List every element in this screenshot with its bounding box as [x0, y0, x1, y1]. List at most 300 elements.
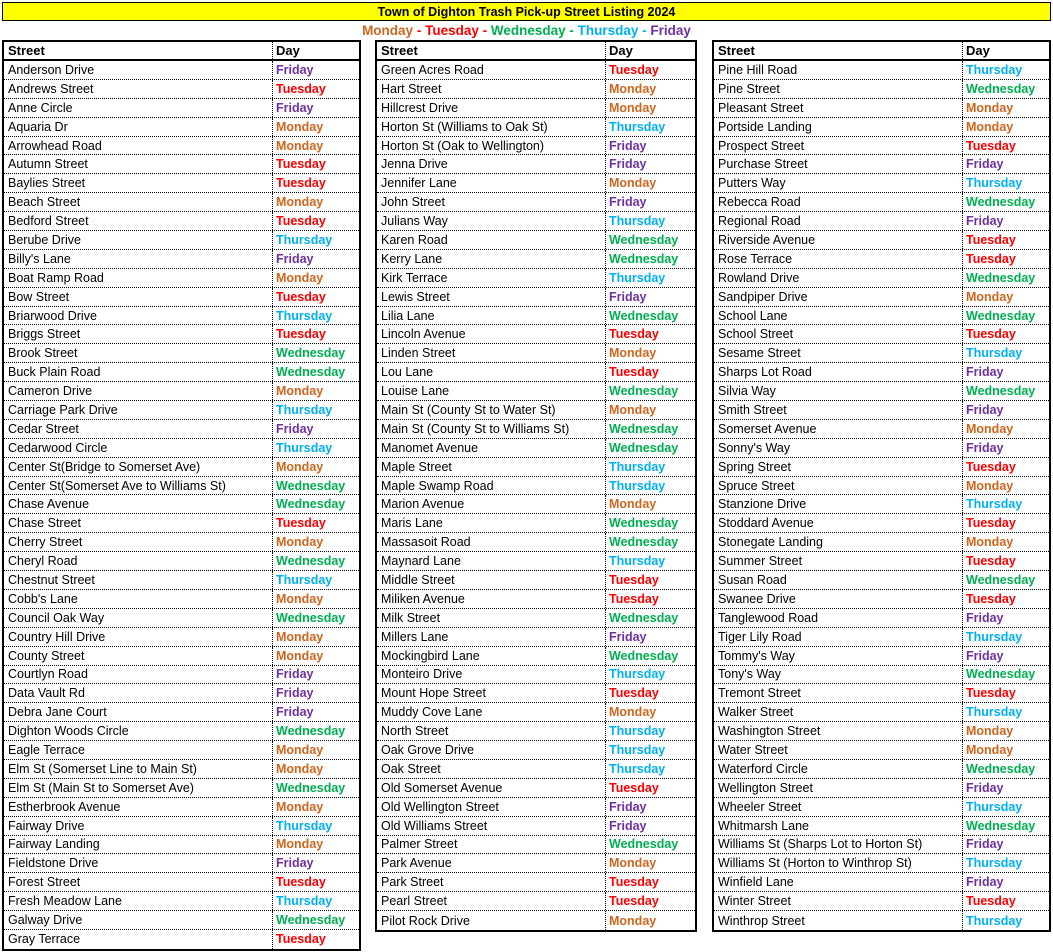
pickup-day: Tuesday	[962, 325, 1049, 343]
street-name: Sesame Street	[718, 346, 801, 361]
table-row	[714, 495, 1049, 514]
table-row	[714, 703, 1049, 722]
pickup-day: Friday	[962, 401, 1049, 419]
street-name: Purchase Street	[718, 157, 808, 172]
street-name: Tremont Street	[718, 686, 801, 701]
street-name: Fresh Meadow Lane	[8, 894, 122, 909]
pickup-day: Wednesday	[272, 779, 359, 797]
table-row	[377, 458, 695, 477]
table-row	[377, 552, 695, 571]
street-name: Mount Hope Street	[381, 686, 486, 701]
pickup-day: Thursday	[962, 628, 1049, 646]
table-row	[4, 174, 359, 193]
table-row	[377, 836, 695, 855]
pickup-day: Friday	[962, 836, 1049, 854]
table-row	[714, 439, 1049, 458]
street-name: Manomet Avenue	[381, 440, 479, 455]
table-row	[4, 779, 359, 798]
street-name: Horton St (Williams to Oak St)	[381, 119, 548, 134]
pickup-day: Friday	[962, 873, 1049, 891]
street-name: Swanee Drive	[718, 591, 796, 606]
table-row	[4, 798, 359, 817]
table-row	[377, 174, 695, 193]
table-row	[377, 873, 695, 892]
street-name: Winter Street	[718, 894, 791, 909]
street-name: Mockingbird Lane	[381, 648, 480, 663]
table-row	[377, 590, 695, 609]
pickup-day: Wednesday	[605, 836, 695, 854]
table-row	[714, 137, 1049, 156]
legend-segment: Tuesday	[425, 23, 479, 38]
table-row	[377, 514, 695, 533]
table-row	[377, 666, 695, 685]
table-row	[4, 873, 359, 892]
street-name: Lou Lane	[381, 365, 434, 380]
street-name: Rowland Drive	[718, 270, 800, 285]
table-row	[4, 514, 359, 533]
table-row	[4, 666, 359, 685]
pickup-day: Wednesday	[962, 269, 1049, 287]
pickup-day: Wednesday	[605, 533, 695, 551]
table-row	[4, 760, 359, 779]
pickup-day: Wednesday	[272, 911, 359, 929]
table-row	[4, 439, 359, 458]
table-row	[4, 401, 359, 420]
street-column-header: Street	[718, 43, 755, 58]
street-name: Cobb's Lane	[8, 591, 78, 606]
pickup-day: Wednesday	[962, 80, 1049, 98]
street-name: Debra Jane Court	[8, 705, 107, 720]
pickup-day: Friday	[272, 684, 359, 702]
street-name: Millers Lane	[381, 629, 449, 644]
street-name: Washington Street	[718, 724, 821, 739]
table-row	[714, 477, 1049, 496]
table-row	[4, 477, 359, 496]
street-name: Spruce Street	[718, 478, 795, 493]
table-row	[714, 344, 1049, 363]
street-name: Old Wellington Street	[381, 799, 499, 814]
table-row	[714, 307, 1049, 326]
pickup-day: Friday	[605, 155, 695, 173]
street-name: Hillcrest Drive	[381, 100, 459, 115]
street-name: Bedford Street	[8, 214, 89, 229]
street-name: Stoddard Avenue	[718, 516, 814, 531]
pickup-day: Thursday	[605, 552, 695, 570]
pickup-day: Monday	[605, 99, 695, 117]
pickup-day: Tuesday	[272, 325, 359, 343]
legend-segment: -	[565, 23, 578, 38]
street-name: Country Hill Drive	[8, 629, 106, 644]
pickup-day: Thursday	[605, 722, 695, 740]
page-title: Town of Dighton Trash Pick-up Street Listing 2024	[377, 4, 676, 19]
table-row	[377, 779, 695, 798]
pickup-day: Thursday	[962, 798, 1049, 816]
pickup-day: Wednesday	[605, 439, 695, 457]
pickup-day: Wednesday	[605, 609, 695, 627]
pickup-day: Friday	[605, 798, 695, 816]
table-row	[377, 533, 695, 552]
table-row	[714, 231, 1049, 250]
street-name: Regional Road	[718, 214, 801, 229]
pickup-day: Friday	[272, 703, 359, 721]
pickup-day: Thursday	[605, 118, 695, 136]
table-row	[714, 779, 1049, 798]
pickup-day: Tuesday	[605, 873, 695, 891]
pickup-day: Thursday	[962, 703, 1049, 721]
pickup-day: Wednesday	[272, 344, 359, 362]
street-name: Williams St (Horton to Winthrop St)	[718, 856, 912, 871]
pickup-day: Friday	[605, 288, 695, 306]
street-name: Lewis Street	[381, 289, 450, 304]
street-name: Sharps Lot Road	[718, 365, 812, 380]
street-name: Jenna Drive	[381, 157, 448, 172]
table-row	[714, 533, 1049, 552]
table-row	[714, 420, 1049, 439]
table-row	[4, 193, 359, 212]
pickup-day: Tuesday	[605, 571, 695, 589]
pickup-day: Friday	[962, 439, 1049, 457]
street-name: North Street	[381, 724, 449, 739]
table-row	[377, 684, 695, 703]
table-row	[714, 458, 1049, 477]
pickup-day: Thursday	[962, 344, 1049, 362]
table-row	[4, 590, 359, 609]
pickup-day: Tuesday	[272, 80, 359, 98]
street-name: Tiger Lily Road	[718, 629, 802, 644]
street-name: Rebecca Road	[718, 195, 801, 210]
street-name: Wheeler Street	[718, 799, 802, 814]
table-row	[714, 212, 1049, 231]
table-row	[377, 892, 695, 911]
street-name: Elm St (Main St to Somerset Ave)	[8, 780, 194, 795]
table-row	[714, 80, 1049, 99]
pickup-day: Monday	[962, 477, 1049, 495]
pickup-day: Monday	[605, 495, 695, 513]
pickup-day: Wednesday	[272, 722, 359, 740]
street-name: Pearl Street	[381, 894, 448, 909]
pickup-day: Tuesday	[605, 684, 695, 702]
pickup-day: Friday	[605, 137, 695, 155]
table-row	[377, 628, 695, 647]
pickup-day: Tuesday	[962, 458, 1049, 476]
street-name: Stanzione Drive	[718, 497, 807, 512]
table-rows	[4, 61, 359, 949]
street-name: Sandpiper Drive	[718, 289, 808, 304]
table-row	[4, 552, 359, 571]
street-name: Winthrop Street	[718, 913, 805, 928]
street-name: Putters Way	[718, 176, 786, 191]
pickup-day: Wednesday	[605, 307, 695, 325]
street-name: John Street	[381, 195, 445, 210]
pickup-day: Wednesday	[605, 250, 695, 268]
table-row	[4, 155, 359, 174]
street-name: Old Somerset Avenue	[381, 780, 503, 795]
street-name: Oak Street	[381, 761, 441, 776]
pickup-day: Friday	[605, 628, 695, 646]
pickup-day: Friday	[272, 99, 359, 117]
street-name: Pilot Rock Drive	[381, 913, 470, 928]
street-name: Eagle Terrace	[8, 743, 85, 757]
pickup-day: Friday	[962, 609, 1049, 627]
legend-segment: -	[638, 23, 651, 38]
table-row	[377, 61, 695, 80]
pickup-day: Wednesday	[272, 477, 359, 495]
street-name: Carriage Park Drive	[8, 402, 118, 417]
pickup-day: Tuesday	[605, 892, 695, 910]
street-name: Tony's Way	[718, 667, 782, 682]
table-row	[4, 80, 359, 99]
table-row	[714, 155, 1049, 174]
pickup-day: Monday	[605, 401, 695, 419]
pickup-day: Tuesday	[272, 930, 359, 949]
table-row	[377, 647, 695, 666]
table-row	[377, 609, 695, 628]
table-row	[714, 363, 1049, 382]
legend-segment: Friday	[650, 23, 691, 38]
street-name: Cedarwood Circle	[8, 440, 108, 455]
street-name: Prospect Street	[718, 138, 805, 153]
street-name: Main St (County St to Water St)	[381, 402, 556, 417]
street-name: Kirk Terrace	[381, 270, 448, 285]
pickup-day: Thursday	[272, 231, 359, 249]
table-row	[4, 99, 359, 118]
table-row	[377, 741, 695, 760]
table-row	[377, 307, 695, 326]
table-row	[714, 836, 1049, 855]
table-row	[714, 684, 1049, 703]
pickup-day: Friday	[272, 420, 359, 438]
table-row	[4, 854, 359, 873]
pickup-day: Monday	[272, 269, 359, 287]
pickup-day: Wednesday	[962, 817, 1049, 835]
pickup-day: Friday	[605, 193, 695, 211]
street-name: Cedar Street	[8, 421, 79, 436]
pickup-day: Wednesday	[605, 647, 695, 665]
table-row	[377, 420, 695, 439]
pickup-day: Thursday	[605, 269, 695, 287]
street-name: Chestnut Street	[8, 572, 95, 587]
table-row	[377, 760, 695, 779]
pickup-day: Tuesday	[605, 590, 695, 608]
table-row	[4, 628, 359, 647]
street-column-header: Street	[381, 43, 418, 58]
table-row	[714, 760, 1049, 779]
pickup-day: Tuesday	[272, 174, 359, 192]
pickup-day: Tuesday	[962, 137, 1049, 155]
pickup-day: Wednesday	[272, 552, 359, 570]
street-name: Main St (County St to Williams St)	[381, 421, 570, 436]
street-name: Lincoln Avenue	[381, 327, 466, 342]
street-name: Green Acres Road	[381, 62, 484, 77]
table-row	[714, 722, 1049, 741]
table-row	[714, 873, 1049, 892]
street-name: Briarwood Drive	[8, 308, 97, 323]
street-name: Louise Lane	[381, 384, 450, 399]
street-name: Old Williams Street	[381, 818, 488, 833]
table-row	[714, 401, 1049, 420]
title-banner	[2, 2, 1051, 21]
legend-segment: Thursday	[577, 23, 639, 38]
street-name: Jennifer Lane	[381, 176, 457, 191]
street-name: Maris Lane	[381, 516, 443, 531]
pickup-day: Thursday	[605, 212, 695, 230]
street-name: Williams St (Sharps Lot to Horton St)	[718, 837, 923, 852]
pickup-day: Wednesday	[272, 363, 359, 381]
table-row	[4, 458, 359, 477]
street-name: Estherbrook Avenue	[8, 799, 121, 814]
street-name: Anderson Drive	[8, 62, 95, 77]
legend-segment: -	[413, 23, 426, 38]
table-row	[4, 137, 359, 156]
day-column-header: Day	[605, 42, 695, 59]
pickup-day: Monday	[272, 741, 359, 759]
pickup-day: Friday	[962, 363, 1049, 381]
pickup-day: Thursday	[962, 854, 1049, 872]
street-name: Arrowhead Road	[8, 138, 102, 153]
table-row	[714, 666, 1049, 685]
pickup-day: Monday	[272, 458, 359, 476]
table-row	[714, 193, 1049, 212]
pickup-day: Tuesday	[962, 892, 1049, 910]
street-column-header: Street	[8, 43, 45, 58]
table-row	[714, 628, 1049, 647]
street-name: Lilia Lane	[381, 308, 435, 323]
table-row	[4, 495, 359, 514]
street-name: Maynard Lane	[381, 554, 461, 569]
street-name: Muddy Cove Lane	[381, 705, 483, 720]
table-row	[4, 741, 359, 760]
pickup-day: Tuesday	[272, 212, 359, 230]
table-row	[4, 892, 359, 911]
table-header-row	[714, 42, 1049, 61]
pickup-day: Friday	[605, 817, 695, 835]
pickup-day: Tuesday	[962, 684, 1049, 702]
street-name: Autumn Street	[8, 157, 88, 172]
street-name: Tanglewood Road	[718, 610, 819, 625]
street-name: Horton St (Oak to Wellington)	[381, 138, 545, 153]
street-name: Wellington Street	[718, 780, 813, 795]
table-row	[4, 269, 359, 288]
street-name: Beach Street	[8, 195, 81, 210]
street-name: Whitmarsh Lane	[718, 818, 810, 833]
table-row	[377, 854, 695, 873]
street-name: Data Vault Rd	[8, 686, 85, 701]
pickup-day: Wednesday	[272, 609, 359, 627]
table-row	[714, 590, 1049, 609]
pickup-day: Thursday	[272, 439, 359, 457]
table-row	[714, 892, 1049, 911]
street-name: Riverside Avenue	[718, 232, 816, 247]
street-name: Fieldstone Drive	[8, 856, 99, 871]
table-row	[377, 193, 695, 212]
street-name: Milk Street	[381, 610, 441, 625]
street-name: Spring Street	[718, 459, 791, 474]
street-name: Maple Street	[381, 459, 452, 474]
table-row	[377, 439, 695, 458]
pickup-day: Tuesday	[605, 779, 695, 797]
pickup-day: Friday	[962, 212, 1049, 230]
table-row	[714, 741, 1049, 760]
street-name: Hart Street	[381, 81, 442, 96]
table-row	[377, 250, 695, 269]
table-row	[714, 288, 1049, 307]
pickup-day: Monday	[272, 382, 359, 400]
pickup-day: Thursday	[962, 61, 1049, 79]
pickup-day: Thursday	[605, 666, 695, 684]
table-row	[4, 817, 359, 836]
pickup-day: Tuesday	[962, 552, 1049, 570]
table-row	[4, 911, 359, 930]
pickup-day: Thursday	[605, 760, 695, 778]
street-table-3	[712, 40, 1051, 932]
pickup-day: Tuesday	[962, 590, 1049, 608]
table-row	[4, 325, 359, 344]
street-name: Summer Street	[718, 554, 803, 569]
table-row	[714, 325, 1049, 344]
pickup-day: Thursday	[605, 741, 695, 759]
street-name: Marion Avenue	[381, 497, 465, 512]
table-row	[377, 212, 695, 231]
street-name: Courtlyn Road	[8, 667, 88, 682]
street-name: School Street	[718, 327, 794, 342]
table-row	[4, 609, 359, 628]
street-name: School Lane	[718, 308, 788, 323]
pickup-day: Thursday	[962, 911, 1049, 930]
street-name: Brook Street	[8, 346, 78, 361]
table-row	[714, 552, 1049, 571]
pickup-day: Wednesday	[605, 231, 695, 249]
table-row	[4, 382, 359, 401]
street-name: Buck Plain Road	[8, 365, 101, 380]
street-name: Anne Circle	[8, 100, 73, 115]
pickup-day: Wednesday	[962, 760, 1049, 778]
street-name: Chase Street	[8, 516, 81, 531]
street-name: Andrews Street	[8, 81, 94, 96]
street-name: Water Street	[718, 743, 788, 757]
pickup-day: Thursday	[272, 571, 359, 589]
street-table-2	[375, 40, 697, 932]
table-row	[377, 722, 695, 741]
pickup-day: Wednesday	[962, 382, 1049, 400]
pickup-day: Tuesday	[272, 514, 359, 532]
day-color-legend	[0, 21, 1053, 40]
pickup-day: Thursday	[605, 458, 695, 476]
street-name: Berube Drive	[8, 232, 81, 247]
pickup-day: Monday	[962, 722, 1049, 740]
pickup-day: Thursday	[272, 892, 359, 910]
table-row	[4, 344, 359, 363]
street-name: Julians Way	[381, 214, 448, 229]
street-name: Walker Street	[718, 705, 794, 720]
table-row	[377, 231, 695, 250]
pickup-day: Thursday	[272, 817, 359, 835]
day-column-header: Day	[272, 42, 359, 59]
street-name: Cheryl Road	[8, 554, 78, 569]
table-row	[4, 212, 359, 231]
pickup-day: Friday	[962, 647, 1049, 665]
pickup-day: Monday	[605, 80, 695, 98]
pickup-day: Tuesday	[605, 61, 695, 79]
table-row	[4, 420, 359, 439]
pickup-day: Tuesday	[605, 325, 695, 343]
street-name: Smith Street	[718, 402, 787, 417]
pickup-day: Monday	[272, 137, 359, 155]
pickup-day: Wednesday	[962, 193, 1049, 211]
street-name: Massasoit Road	[381, 535, 471, 550]
table-row	[4, 363, 359, 382]
table-row	[377, 80, 695, 99]
street-name: Stonegate Landing	[718, 535, 823, 550]
